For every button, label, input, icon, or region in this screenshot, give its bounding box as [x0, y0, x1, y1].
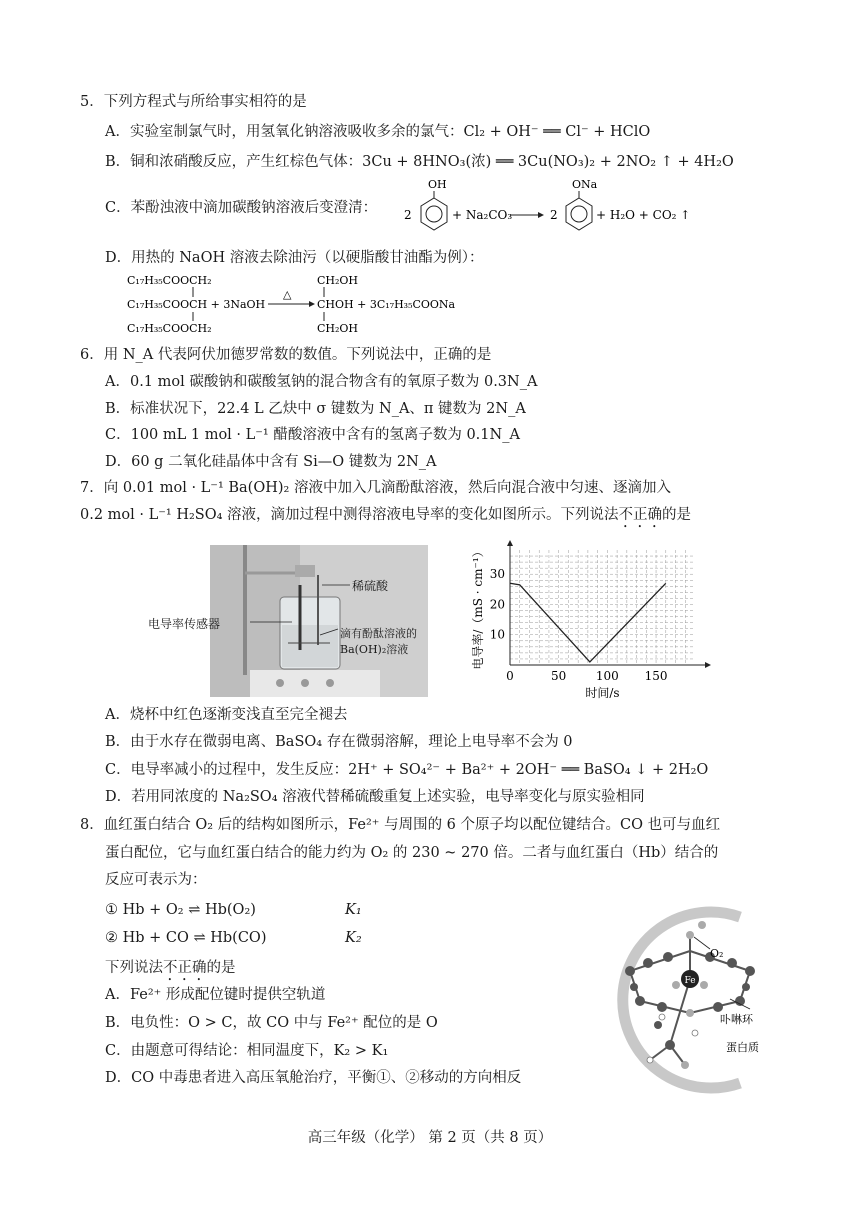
porphyrin-ring-label: 卟啉环 — [720, 1013, 753, 1026]
phenoxide-ona-label: ONa — [572, 178, 598, 191]
chart-x-tick-label: 150 — [644, 669, 668, 683]
chart-x-tick-label: 50 — [551, 669, 567, 683]
hemoglobin-structure-figure — [590, 905, 790, 1095]
label-solution-line-1: 滴有酚酞溶液的 — [340, 627, 417, 640]
q5-option-a: A．实验室制氯气时，用氢氧化钠溶液吸收多余的氯气：Cl₂ + OH⁻ ══ Cl⁻ + HClO — [105, 124, 651, 140]
chart-y-tick-label: 10 — [489, 627, 505, 642]
q8-stem-line-2: 蛋白配位，它与血红蛋白结合的能力约为 O₂ 的 230 ~ 270 倍。二者与血红蛋白（Hb）结合的 — [105, 845, 719, 861]
chart-x-tick-label: 0 — [506, 669, 514, 683]
benzene-ring-right — [566, 198, 592, 230]
conductivity-chart — [460, 540, 720, 720]
conductivity-apparatus-photo — [210, 545, 428, 697]
q8-option-b: B．电负性：O > C，故 CO 中与 Fe²⁺ 配位的是 O — [105, 1015, 438, 1031]
q5-option-c-text: C．苯酚浊液中滴加碳酸钠溶液后变澄清： — [105, 200, 378, 216]
reagent-na2co3: + Na₂CO₃ — [452, 208, 513, 222]
glycerol-line-2: CHOH + 3C₁₇H₃₅COONa — [317, 298, 456, 311]
q8-equation-2: ② Hb + CO ⇌ Hb(CO) — [105, 930, 267, 946]
fe-label: Fe — [684, 976, 696, 986]
q8-stem-line-3: 反应可表示为： — [105, 872, 207, 888]
q6-stem: 6．用 N_A 代表阿伏加德罗常数的数值。下列说法中，正确的是 — [80, 347, 492, 363]
coef-right: 2 — [550, 208, 558, 222]
q7-stem-line-1: 7．向 0.01 mol · L⁻¹ Ba(OH)₂ 溶液中加入几滴酚酞溶液，然后向混合液中匀速、逐滴加入 — [80, 480, 671, 496]
q6-option-c: C．100 mL 1 mol · L⁻¹ 醋酸溶液中含有的氢离子数为 0.1N_A — [105, 427, 520, 443]
protein-label: 蛋白质 — [726, 1041, 759, 1054]
q5-option-b: B．铜和浓硝酸反应，产生红棕色气体：3Cu + 8HNO₃(浓) ══ 3Cu(NO₃)₂ + 2NO₂ ↑ + 4H₂O — [105, 154, 734, 170]
ester-line-1: C₁₇H₃₅COOCH₂ — [127, 274, 212, 287]
q8-k2: K₂ — [345, 930, 362, 946]
q7-option-b: B．由于水存在微弱电离、BaSO₄ 存在微弱溶解，理论上电导率不会为 0 — [105, 734, 573, 750]
chart-y-tick-label: 20 — [489, 597, 505, 612]
q6-option-d: D．60 g 二氧化硅晶体中含有 Si—O 键数为 2N_A — [105, 454, 437, 470]
q6-option-a: A．0.1 mol 碳酸钠和碳酸氢钠的混合物含有的氧原子数为 0.3N_A — [105, 374, 538, 390]
glycerol-line-1: CH₂OH — [317, 274, 359, 287]
chart-x-axis-label: 时间/s — [585, 686, 620, 700]
glycerol-line-3: CH₂OH — [317, 322, 359, 335]
chart-x-arrow — [705, 662, 711, 668]
o2-label: O₂ — [710, 947, 724, 960]
q7-stem-line-2: 0.2 mol · L⁻¹ H₂SO₄ 溶液，滴加过程中测得溶液电导率的变化如图所示。下列说法不正确的是 — [80, 507, 692, 523]
heat-symbol: △ — [283, 288, 292, 301]
q6-option-b: B．标准状况下，22.4 L 乙炔中 σ 键数为 N_A、π 键数为 2N_A — [105, 401, 526, 417]
coef-left: 2 — [404, 208, 412, 222]
products-h2o-co2: + H₂O + CO₂ ↑ — [596, 208, 690, 222]
q8-option-a: A．Fe²⁺ 形成配位键时提供空轨道 — [105, 987, 326, 1003]
q5-phenol-equation — [390, 176, 690, 238]
q8-emphasis: 不正确 — [163, 960, 207, 976]
q7-option-a: A．烧杯中红色逐渐变浅直至完全褪去 — [105, 707, 348, 723]
q8-option-d: D．CO 中毒患者进入高压氧舱治疗，平衡①、②移动的方向相反 — [105, 1070, 522, 1086]
q7-option-c: C．电导率减小的过程中，发生反应：2H⁺ + SO₄²⁻ + Ba²⁺ + 2OH⁻ ══ BaSO₄ ↓ + 2H₂O — [105, 762, 709, 778]
q5-saponification-equation — [125, 272, 505, 338]
q8-equation-1: ① Hb + O₂ ⇌ Hb(O₂) — [105, 902, 256, 918]
chart-y-axis-label: 电导率/（mS · cm⁻¹） — [471, 545, 485, 670]
ester-line-3: C₁₇H₃₅COOCH₂ — [127, 322, 212, 335]
chart-y-tick-label: 30 — [489, 567, 505, 582]
q8-option-c: C．由题意可得结论：相同温度下，K₂ > K₁ — [105, 1043, 389, 1059]
chart-y-arrow — [507, 540, 513, 546]
page-footer: 高三年级（化学） 第 2 页（共 8 页） — [307, 1130, 553, 1146]
q7-emphasis: 不正确 — [618, 507, 663, 523]
chart-x-tick-label: 100 — [595, 669, 619, 683]
benzene-ring-left — [421, 198, 447, 230]
phenol-oh-label: OH — [428, 178, 447, 191]
q8-ask: 下列说法不正确的是 — [105, 960, 236, 976]
label-sulfuric-acid: 稀硫酸 — [352, 579, 389, 593]
q5-stem: 5．下列方程式与所给事实相符的是 — [80, 94, 307, 110]
q8-stem-line-1: 8．血红蛋白结合 O₂ 后的结构如图所示，Fe²⁺ 与周围的 6 个原子均以配位键结合。CO 也可与血红 — [80, 817, 721, 833]
q7-option-d: D．若用同浓度的 Na₂SO₄ 溶液代替稀硫酸重复上述实验，电导率变化与原实验相同 — [105, 789, 645, 805]
ester-line-2: C₁₇H₃₅COOCH + 3NaOH — [127, 298, 266, 311]
label-conductivity-sensor: 电导率传感器 — [148, 617, 221, 631]
label-solution-line-2: Ba(OH)₂溶液 — [340, 643, 409, 656]
q5-option-d: D．用热的 NaOH 溶液去除油污（以硬脂酸甘油酯为例）： — [105, 250, 484, 266]
q8-k1: K₁ — [345, 902, 362, 918]
